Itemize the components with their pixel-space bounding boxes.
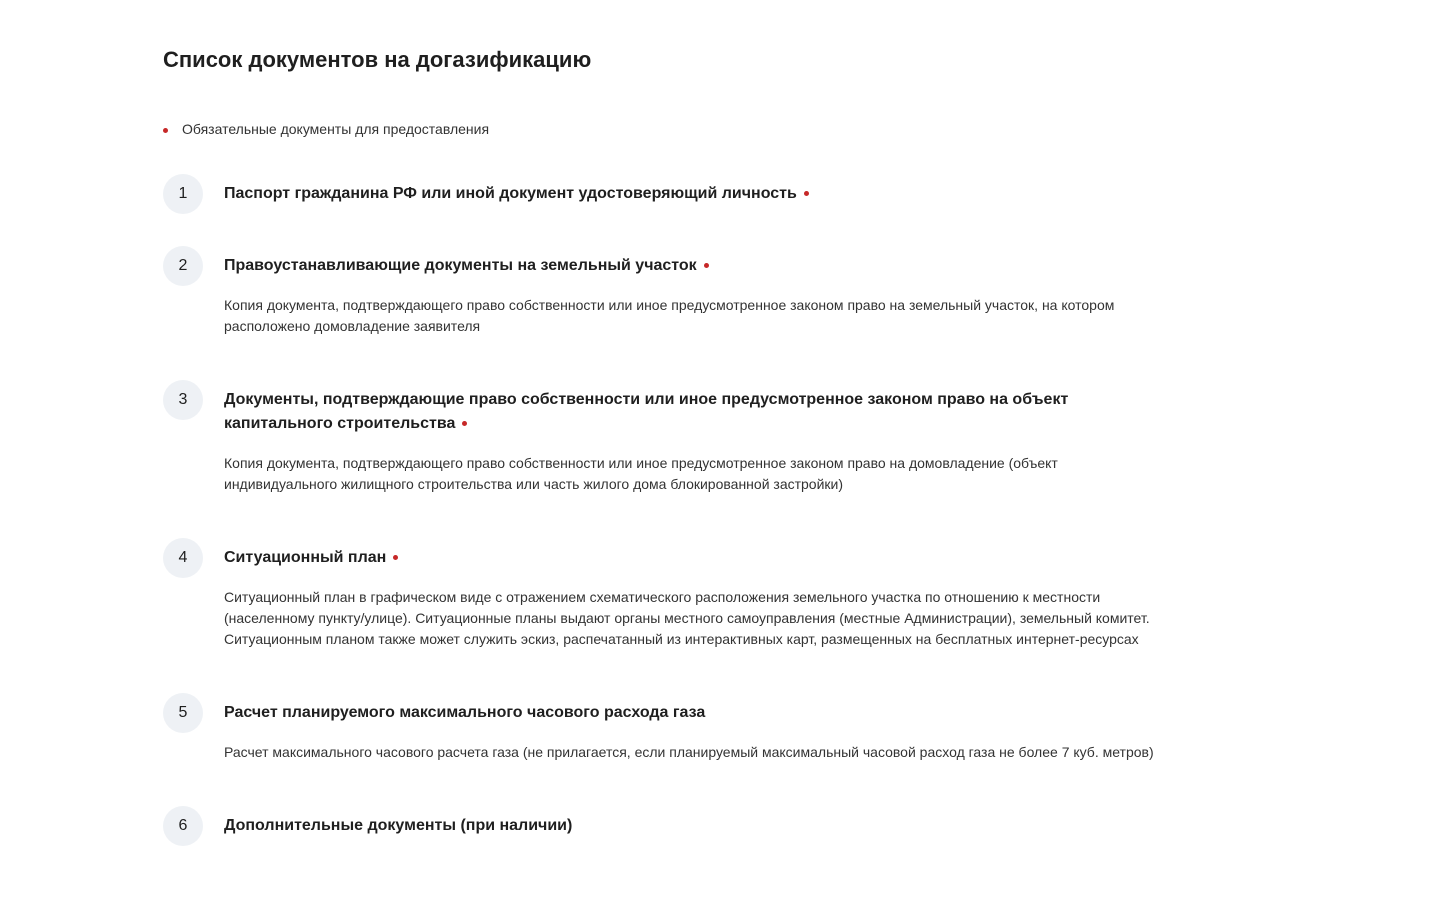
required-dot-icon xyxy=(462,421,467,426)
page-title: Список документов на догазификацию xyxy=(163,47,592,72)
document-title xyxy=(224,254,1163,278)
document-item-additional xyxy=(163,806,1163,846)
document-title xyxy=(224,388,1163,436)
document-title-text: Расчет планируемого максимального часового расхода газа xyxy=(224,704,706,721)
document-item-land-rights xyxy=(163,246,1163,337)
document-item-gas-calculation xyxy=(163,693,1163,763)
item-number-badge: 4 xyxy=(163,538,203,578)
documents-section xyxy=(163,44,1163,846)
required-dot-icon xyxy=(804,191,809,196)
document-title xyxy=(224,814,1163,838)
document-description: Копия документа, подтверждающего право собственности или иное предусмотренное законом право на земельный участок, на котором расположено домовладение заявителя xyxy=(224,297,1115,334)
required-dot-icon xyxy=(393,555,398,560)
item-number-badge: 2 xyxy=(163,246,203,286)
document-title-text: Правоустанавливающие документы на земельный участок xyxy=(224,257,697,274)
document-title-text: Ситуационный план xyxy=(224,549,387,566)
document-description: Расчет максимального часового расчета газа (не прилагается, если планируемый максимальный часовой расход газа не более 7 куб. метров) xyxy=(224,744,1154,760)
document-title xyxy=(224,546,1163,570)
required-legend xyxy=(163,119,1163,139)
item-number-badge: 5 xyxy=(163,693,203,733)
document-title xyxy=(224,182,1163,206)
document-item-body xyxy=(224,693,1163,763)
document-title-text: Документы, подтверждающие право собственности или иное предусмотренное законом право на объект капитального строительства xyxy=(224,391,1069,432)
document-item-passport xyxy=(163,174,1163,214)
document-item-body xyxy=(224,246,1163,337)
item-number-badge: 3 xyxy=(163,380,203,420)
document-title-text: Паспорт гражданина РФ или иной документ удостоверяющий личность xyxy=(224,185,797,202)
document-description: Копия документа, подтверждающего право собственности или иное предусмотренное законом право на домовладение (объект индивидуального жилищного строительства или часть жилого дома блокированной застройки) xyxy=(224,455,1058,492)
required-legend-label: Обязательные документы для предоставления xyxy=(182,121,490,137)
document-item-body xyxy=(224,806,1163,838)
document-description: Ситуационный план в графическом виде с отражением схематического расположения земельного участка по отношению к местности (населенному пункту/улице). Ситуационные планы выдают органы местного самоуправления (местные Администрации), земельный комитет. Ситуационным планом также может служить эскиз, распечатанный из интерактивных карт, размещенных на бесплатных интернет-ресурсах xyxy=(224,589,1150,647)
document-list xyxy=(163,174,1163,846)
document-item-body xyxy=(224,380,1163,495)
document-item-site-plan xyxy=(163,538,1163,650)
required-dot-icon xyxy=(163,128,168,133)
document-item-body xyxy=(224,174,1163,206)
document-title-text: Дополнительные документы (при наличии) xyxy=(224,817,573,834)
required-dot-icon xyxy=(704,263,709,268)
document-item-body xyxy=(224,538,1163,650)
item-number-badge: 6 xyxy=(163,806,203,846)
document-title xyxy=(224,701,1163,725)
item-number-badge: 1 xyxy=(163,174,203,214)
document-item-property-rights xyxy=(163,380,1163,495)
